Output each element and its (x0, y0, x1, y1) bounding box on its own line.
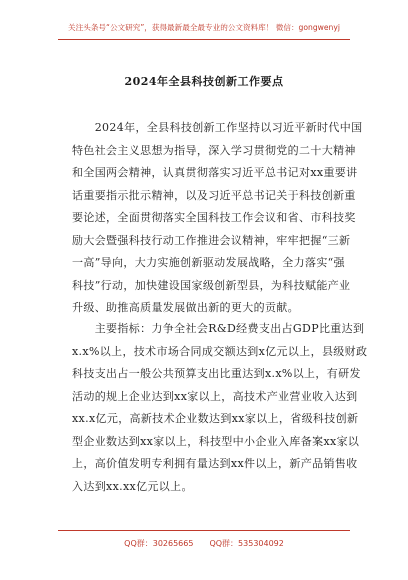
paragraph-line: 升级、助推高质量发展做出新的更大的贡献。 (72, 301, 299, 314)
paragraph-line: 型企业数达到xx家以上，科技型中小企业入库备案xx家以 (72, 434, 360, 448)
paragraph-line: 2024年，全县科技创新工作坚持以习近平新时代中国 (72, 121, 363, 134)
paragraph-line: 科技支出占一般公共预算支出比重达到x.x%以上，有研发 (72, 367, 361, 380)
paragraph-line: 入达到xx.xx亿元以上。 (72, 479, 193, 493)
footer-divider (58, 530, 350, 531)
paragraph-line: 科技”行动，加快建设国家级创新型县，为科技赋能产业 (72, 278, 351, 292)
paragraph-line: 一高”导向，大力实施创新驱动发展战略，全力落实“强 (72, 256, 345, 269)
paragraph-line: 话重要指示批示精神，以及习近平总书记关于科技创新重 (72, 188, 356, 202)
header-divider (58, 39, 350, 40)
document-title: 2024年全县科技创新工作要点 (124, 75, 284, 88)
body-paragraph-1 (72, 117, 363, 320)
paragraph-line: 和全国两会精神，认真贯彻落实习近平总书记对xx重要讲 (72, 166, 358, 179)
paragraph-line: 励大会暨强科技行动工作推进会议精神，牢牢把握“三新 (72, 233, 351, 247)
paragraph-line: xx.x亿元，高新技术企业数达到xx家以上，省级科技创新 (72, 412, 359, 425)
paragraph-line: 特色社会主义思想为指导，深入学习贯彻党的二十大精神 (72, 143, 356, 157)
header-banner: 关注头条号“公文研究”，获得最新最全最专业的公文资料库！ 微信：gongwenyj (68, 23, 340, 32)
footer-contact: QQ群：30265665 QQ群：535304092 (124, 539, 284, 548)
paragraph-line: 主要指标：力争全社会R&D经费支出占GDP比重达到 (72, 322, 365, 335)
paragraph-line: 要论述，全面贯彻落实全国科技工作会议和省、市科技奖 (72, 211, 356, 224)
paragraph-line: x.x%以上，技术市场合同成交额达到x亿元以上，县级财政 (72, 344, 368, 358)
body-paragraph-2 (72, 318, 368, 498)
paragraph-line: 上，高价值发明专利拥有量达到xx件以上，新产品销售收 (72, 457, 358, 470)
paragraph-line: 活动的规上企业达到xx家以上，高技术产业营业收入达到 (72, 389, 358, 403)
